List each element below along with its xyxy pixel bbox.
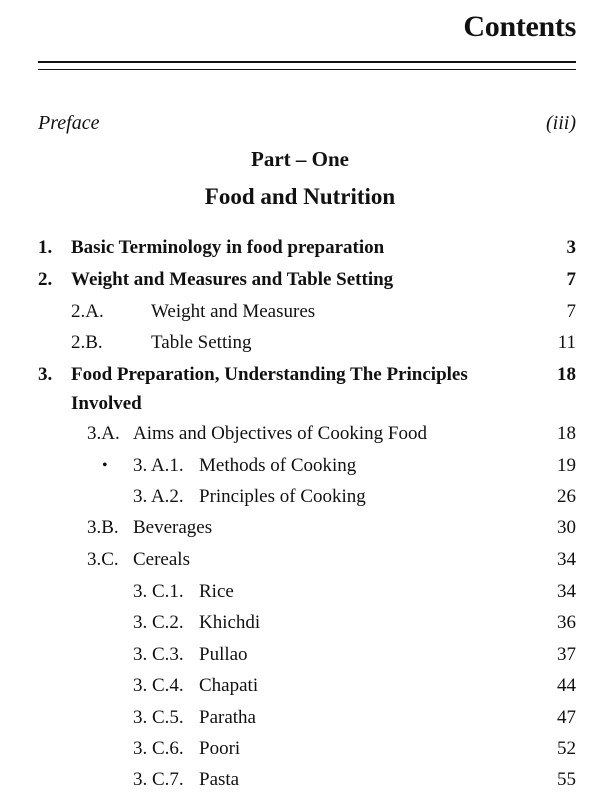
toc-entry <box>0 420 600 448</box>
entry-label: Food Preparation, Understanding The Principles <box>71 364 468 385</box>
entry-page: 30 <box>557 517 576 538</box>
entry-label: Pasta <box>199 769 240 790</box>
double-rule-bottom <box>38 69 576 70</box>
entry-page: 18 <box>557 423 576 444</box>
entry-label: Poori <box>199 738 241 759</box>
preface-row <box>38 112 576 135</box>
toc-entry <box>0 483 600 511</box>
entry-number: 3. C.5. <box>133 707 184 728</box>
toc-entry <box>0 298 600 326</box>
entry-page: 26 <box>557 486 576 507</box>
entry-label: Khichdi <box>199 612 261 633</box>
preface-page: (iii) <box>546 112 576 134</box>
entry-label: Beverages <box>133 517 213 538</box>
entry-number: 3.B. <box>87 517 119 538</box>
entry-label: Basic Terminology in food preparation <box>71 237 385 258</box>
entry-page: 52 <box>557 738 576 759</box>
entry-number: 3. C.6. <box>133 738 184 759</box>
entry-page: 47 <box>557 707 576 728</box>
entry-label: Cereals <box>133 549 190 570</box>
entry-label: Rice <box>199 581 234 602</box>
entry-label: Aims and Objectives of Cooking Food <box>133 423 427 444</box>
toc-entry <box>0 329 600 357</box>
toc-entry <box>0 361 600 389</box>
toc-entry <box>0 735 600 763</box>
entry-number: 3.C. <box>87 549 119 570</box>
toc-entry <box>0 641 600 669</box>
toc-entry-continuation <box>0 390 600 418</box>
preface-label: Preface <box>38 112 100 134</box>
toc-entry <box>0 452 600 480</box>
part-subtitle: Food and Nutrition <box>204 184 396 209</box>
entry-number: 3. A.1. <box>133 455 184 476</box>
entry-number: 2. <box>38 269 53 290</box>
entry-page: 34 <box>557 581 576 602</box>
entry-label: Weight and Measures <box>151 301 316 322</box>
entry-number: 3. <box>38 364 53 385</box>
toc-entry <box>0 578 600 606</box>
entry-label-continued: Involved <box>71 393 142 414</box>
entry-label: Paratha <box>199 707 256 728</box>
entry-number: 3. C.1. <box>133 581 184 602</box>
entry-label: Table Setting <box>151 332 252 353</box>
toc-entry <box>0 609 600 637</box>
entry-label: Pullao <box>199 644 248 665</box>
toc-entry <box>0 546 600 574</box>
entry-label: Principles of Cooking <box>199 486 366 507</box>
toc-entry <box>0 234 600 262</box>
entry-number: 2.B. <box>71 332 103 353</box>
entry-label: Methods of Cooking <box>199 455 357 476</box>
entry-page: 34 <box>557 549 576 570</box>
entry-number: 3. C.4. <box>133 675 184 696</box>
entry-page: 18 <box>557 364 576 385</box>
entry-number: 3. C.7. <box>133 769 184 790</box>
entry-page: 7 <box>566 301 576 322</box>
entry-number: 2.A. <box>71 301 104 322</box>
bullet-mark: • <box>102 457 108 474</box>
double-rule-top <box>38 61 576 63</box>
entry-number: 3.A. <box>87 423 120 444</box>
entry-page: 36 <box>557 612 576 633</box>
toc-entry <box>0 672 600 700</box>
part-heading: Part – One <box>251 147 349 171</box>
entry-page: 3 <box>566 237 576 258</box>
entry-page: 37 <box>557 644 576 665</box>
entry-number: 3. A.2. <box>133 486 184 507</box>
entry-number: 3. C.3. <box>133 644 184 665</box>
entry-page: 11 <box>557 332 576 353</box>
entry-page: 19 <box>557 455 576 476</box>
toc-entry <box>0 266 600 294</box>
entry-page: 7 <box>566 269 576 290</box>
toc-entry <box>0 766 600 794</box>
entry-number: 1. <box>38 237 53 258</box>
toc-entry <box>0 514 600 542</box>
entry-page: 55 <box>557 769 576 790</box>
toc-entry <box>0 704 600 732</box>
contents-title: Contents <box>463 10 576 43</box>
entry-label: Chapati <box>199 675 259 696</box>
entry-number: 3. C.2. <box>133 612 184 633</box>
entry-page: 44 <box>557 675 576 696</box>
entry-label: Weight and Measures and Table Setting <box>71 269 394 290</box>
